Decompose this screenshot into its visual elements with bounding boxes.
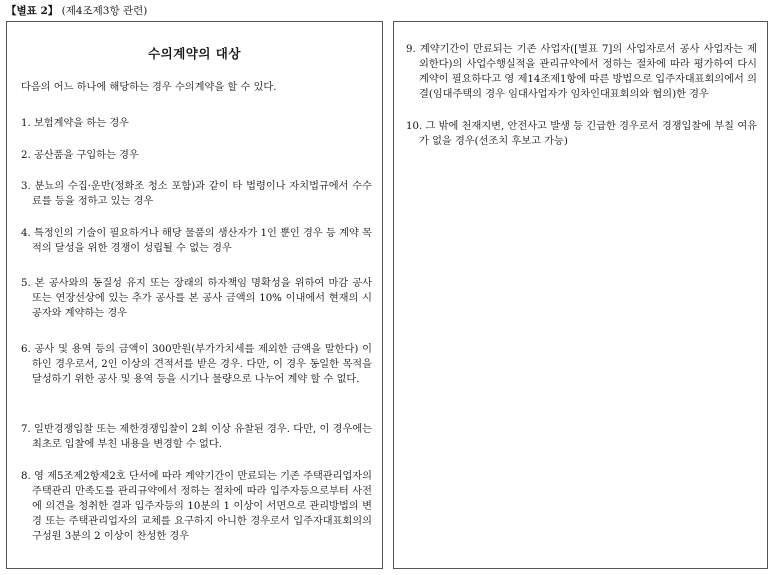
right-panel (393, 21, 768, 569)
list-item-4: 4. 특정인의 기술이 필요하거나 해당 물품의 생산자가 1인 뿐인 경우 등 계약 목적의 달성을 위한 경쟁이 성립될 수 없는 경우 (21, 228, 372, 254)
document-header (6, 4, 147, 18)
panel-title: 수의계약의 대상 (148, 46, 241, 61)
list-item-8: 8. 영 제5조제2항제2호 단서에 따라 계약기간이 만료되는 기존 주택관리업자의 주택관리 만족도를 관리규약에서 정하는 절차에 따라 입주자등으로부터 사전에 의견을 청취한 결과 입주자등의 10분의 1 이상이 서면으로 관리방법의 변경 또는 주택관리업자의 교체를 요구하지 아니한 경우로서 입주자대표회의의 구성원 3분의 2 이상이 찬성한 경우 (21, 471, 372, 542)
appendix-reference: (제4조제3항 관련) (61, 5, 148, 17)
list-item-7: 7. 일반경쟁입찰 또는 제한경쟁입찰이 2회 이상 유찰된 경우. 다만, 이 경우에는 최초로 입찰에 부친 내용을 변경할 수 없다. (21, 424, 372, 450)
list-item-6: 6. 공사 및 용역 등의 금액이 300만원(부가가치세를 제외한 금액을 말한다) 이하인 경우로서, 2인 이상의 견적서를 받은 경우. 다만, 이 경우 동일한 목적을 달성하기 위한 공사 및 용역 등을 시기나 물량으로 나누어 계약 할 수 없다. (21, 344, 372, 385)
list-item-2: 2. 공산품을 구입하는 경우 (21, 150, 139, 161)
intro-text: 다음의 어느 하나에 해당하는 경우 수의계약을 할 수 있다. (21, 82, 277, 93)
list-item-5: 5. 본 공사와의 동질성 유지 또는 장래의 하자책임 명확성을 위하여 마감 공사 또는 연장선상에 있는 추가 공사를 본 공사 금액의 10% 이내에서 현재의 시공자와 계약하는 경우 (21, 278, 372, 319)
list-item-1: 1. 보험계약을 하는 경우 (21, 118, 130, 129)
list-item-9: 9. 계약기간이 만료되는 기존 사업자([별표 7]의 사업자로서 공사 사업자는 제외한다)의 사업수행실적을 관리규약에서 정하는 절차에 따라 평가하여 다시 계약이 필요하다고 영 제14조제1항에 따른 방법으로 입주자대표회의에서 의결(임대주택의 경우 임대사업자가 임차인대표회의와 협의)한 경우 (406, 44, 757, 100)
left-panel (6, 21, 383, 569)
list-item-10: 10. 그 밖에 천재지변, 안전사고 발생 등 긴급한 경우로서 경쟁입찰에 부칠 여유가 없을 경우(선조치 후보고 가능) (406, 121, 757, 147)
list-item-3: 3. 분뇨의 수집·운반(정화조 청소 포함)과 같이 타 법령이나 자치법규에서 수수료를 등을 정하고 있는 경우 (21, 181, 372, 207)
appendix-tag: 【별표 2】 (6, 5, 59, 17)
